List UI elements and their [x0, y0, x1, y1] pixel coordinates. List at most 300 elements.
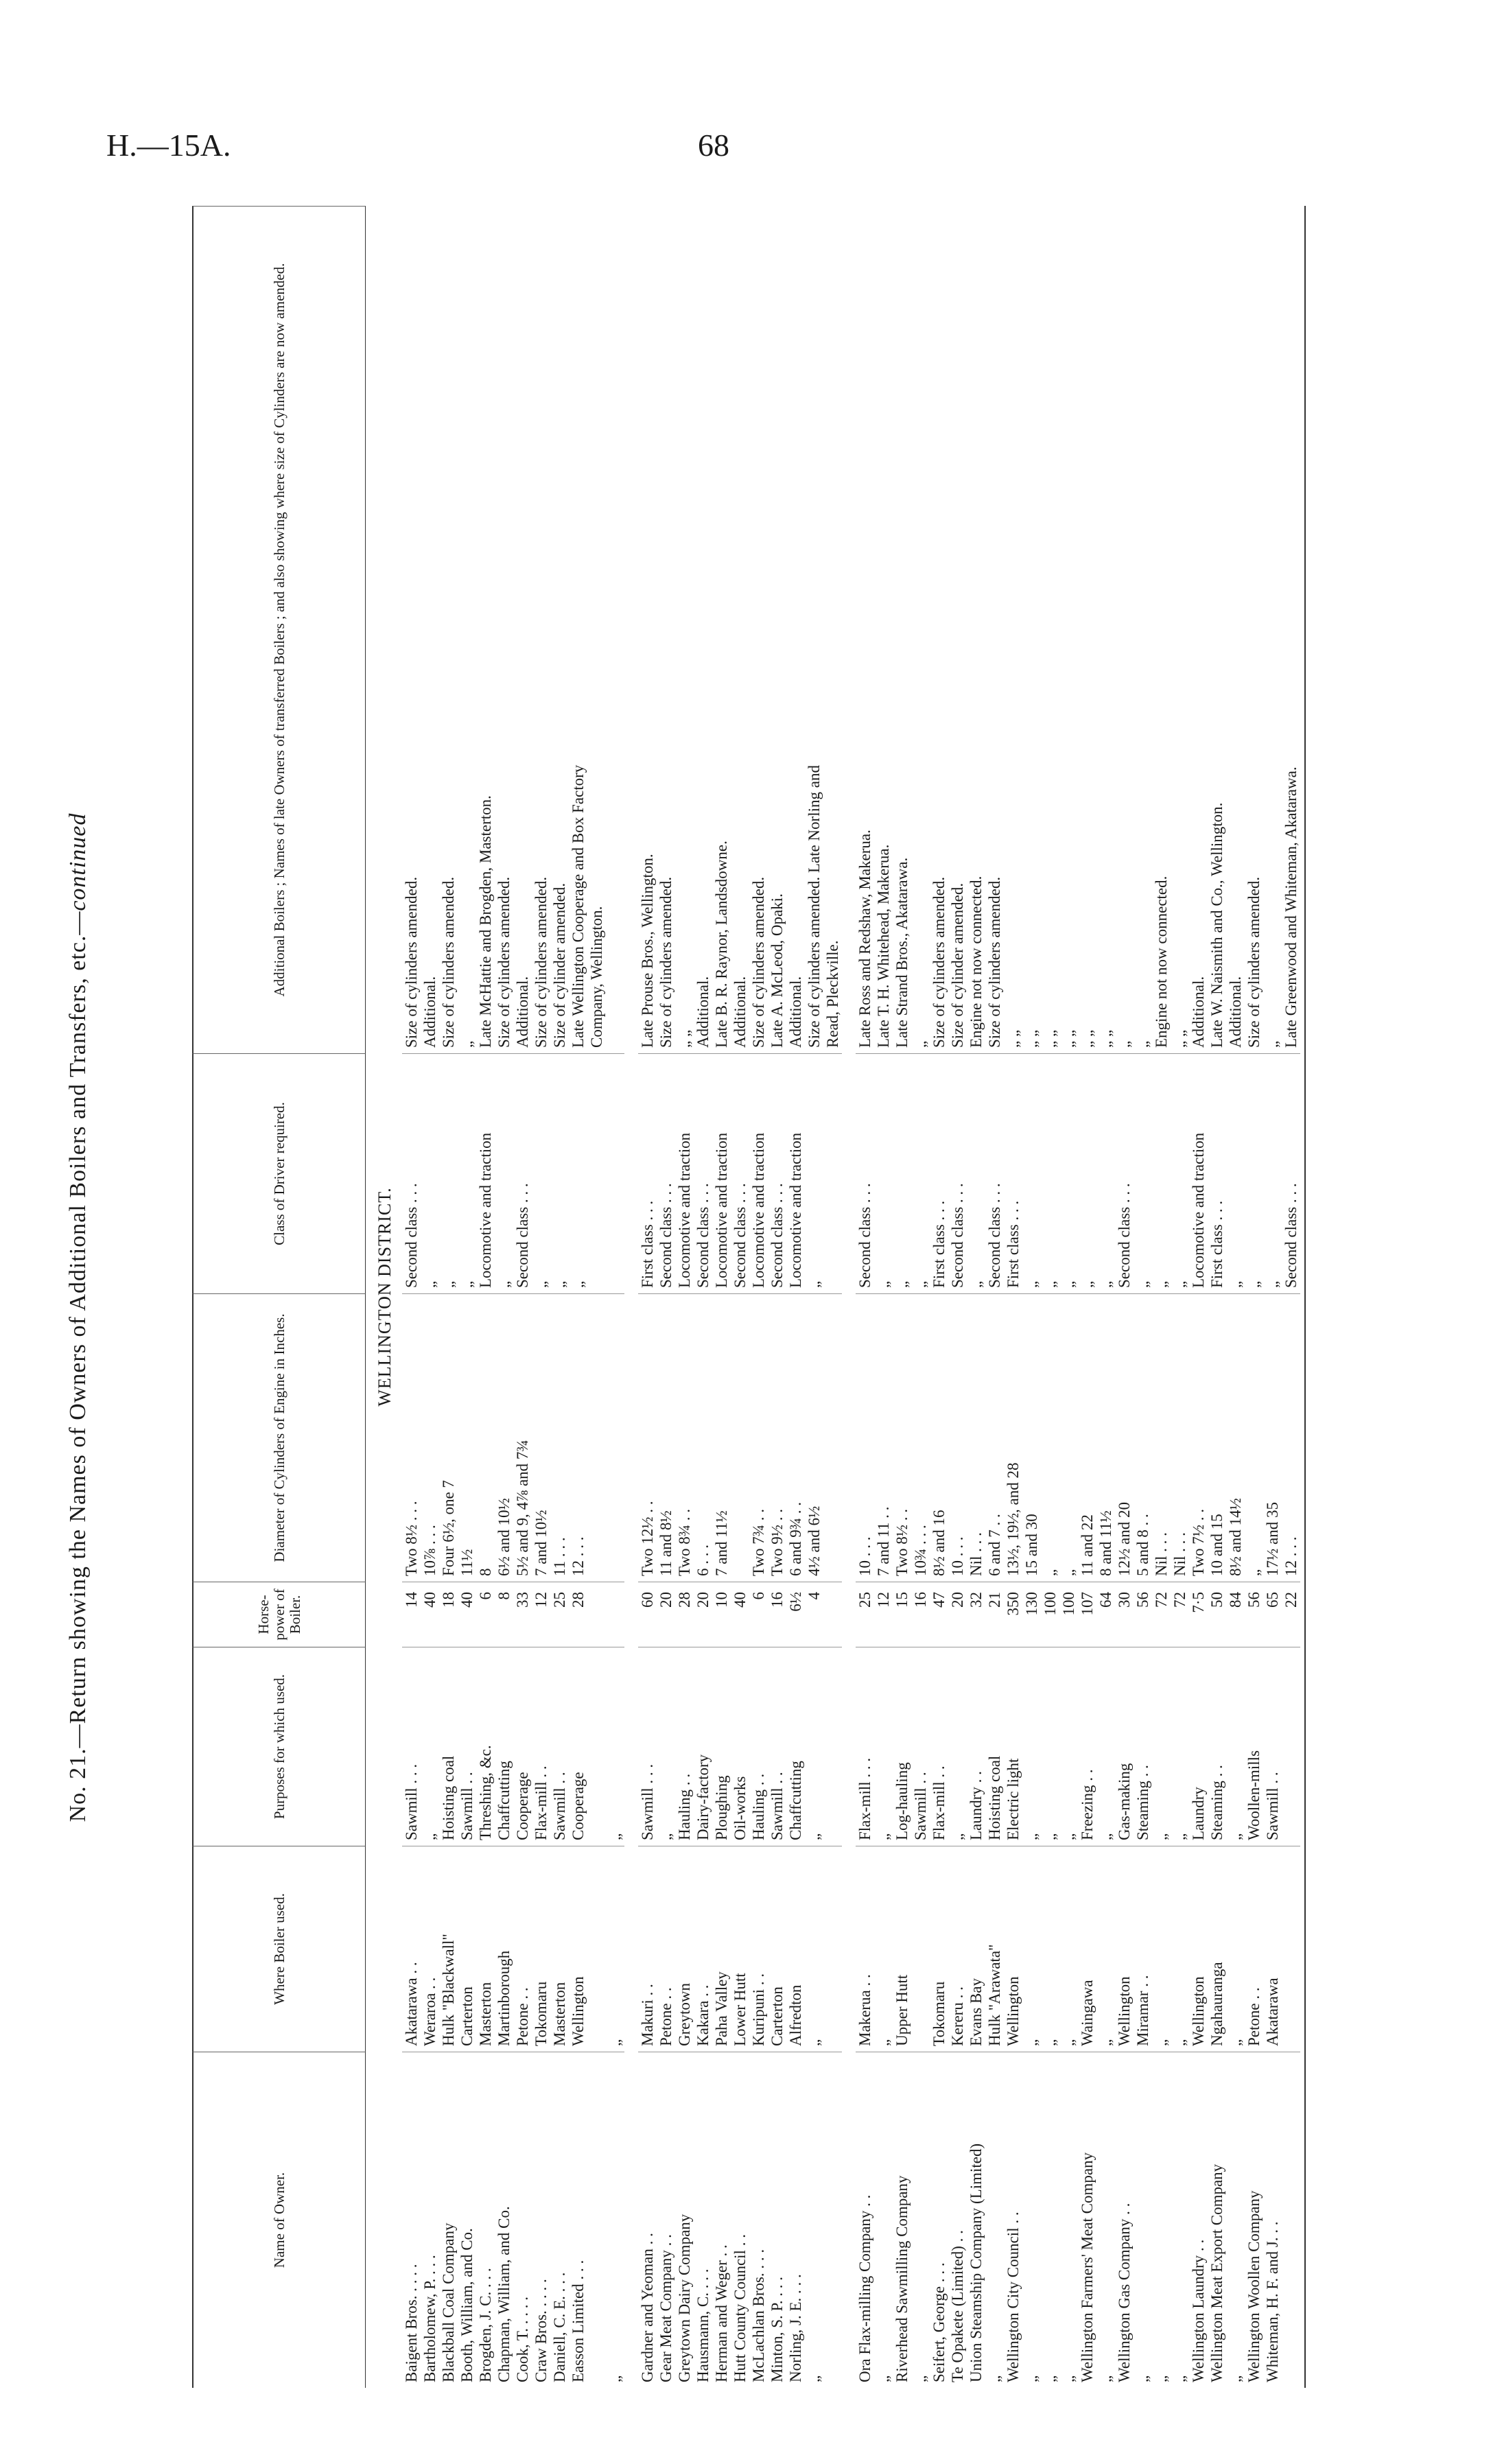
cell-horse-power: 20 — [948, 1582, 967, 1647]
cell-owner: Gear Meat Company . . — [657, 2052, 675, 2388]
cell-where: Martinborough — [495, 1846, 513, 2052]
cell-where: Tokomaru — [532, 1846, 550, 2052]
cell-cylinders: 12½ and 20 — [1115, 1293, 1134, 1582]
cell-purpose: Steaming . . — [1134, 1647, 1152, 1846]
cell-owner: McLachlan Bros. . . . — [749, 2052, 768, 2388]
cell-remarks — [606, 206, 624, 1053]
cell-where — [823, 1846, 842, 2052]
cell-horse-power: 20 — [657, 1582, 675, 1647]
cell-owner — [587, 2052, 606, 2388]
cell-driver: „ — [421, 1053, 439, 1293]
page-number: 68 — [698, 128, 729, 163]
cell-owner: Seifert, George . . . — [930, 2052, 948, 2388]
cell-where: Paha Valley — [712, 1846, 731, 2052]
cell-remarks: Late Greenwood and Whiteman, Akatarawa. — [1282, 766, 1300, 1048]
cell-driver: „ — [1096, 1053, 1115, 1293]
cell-remarks: Late Strand Bros., Akatarawa. — [893, 857, 911, 1048]
cell-remarks: Size of cylinder amended. — [949, 882, 966, 1048]
cell-horse-power: 28 — [569, 1582, 587, 1647]
cell-driver: „ — [1245, 1053, 1263, 1293]
cell-horse-power: 65 — [1263, 1582, 1282, 1647]
cell-driver: „ — [1263, 1053, 1282, 1293]
cell-where: Masterton — [476, 1846, 495, 2052]
cell-where: „ — [1226, 1846, 1245, 2052]
cell-purpose: Dairy-factory — [694, 1647, 712, 1846]
cell-where: „ — [1022, 1846, 1041, 2052]
cell-purpose: Sawmill . . — [1263, 1647, 1282, 1846]
cell-owner: Minton, S. P. . . . — [768, 2052, 786, 2388]
cell-purpose: „ — [1096, 1647, 1115, 1846]
cell-horse-power: 30 — [1115, 1582, 1134, 1647]
cell-owner: „ — [1096, 2052, 1115, 2388]
cell-driver: Second class . . . — [768, 1053, 786, 1293]
table-bottom-rule — [1300, 206, 1306, 2388]
cell-horse-power: 100 — [1041, 1582, 1059, 1647]
cell-driver: „ — [1059, 1053, 1078, 1293]
cell-driver: First class . . . — [638, 1053, 657, 1293]
cell-driver: „ — [1171, 1053, 1189, 1293]
cell-purpose: Log-hauling — [893, 1647, 911, 1846]
cell-horse-power: 107 — [1078, 1582, 1096, 1647]
cell-owner: „ — [1226, 2052, 1245, 2388]
cell-where: Ngahauranga — [1208, 1846, 1226, 2052]
cell-cylinders: 11 and 8½ — [657, 1293, 675, 1582]
cell-purpose: Cooperage — [569, 1647, 587, 1846]
cell-where: Makuri . . — [638, 1846, 657, 2052]
cell-owner: „ — [985, 2052, 1004, 2388]
cell-purpose: Gas-making — [1115, 1647, 1134, 1846]
cell-horse-power: 72 — [1152, 1582, 1171, 1647]
cell-horse-power: 14 — [402, 1582, 421, 1647]
header-remarks: Additional Boilers ; Names of late Owners of transferred Boilers ; and also showing where size of Cylinders are now amended. — [192, 206, 366, 1053]
cell-cylinders: 5½ and 9, 4⅞ and 7¾ — [513, 1293, 532, 1582]
title-block — [65, 261, 91, 2374]
cell-cylinders: 13½, 19½, and 28 — [1004, 1293, 1022, 1582]
cell-remarks: Late W. Naismith and Co., Wellington. — [1208, 802, 1225, 1048]
header-cylinders: Diameter of Cylinders of Engine in Inches. — [192, 1293, 366, 1582]
cell-where: Masterton — [550, 1846, 569, 2052]
cell-purpose: Chaffcutting — [786, 1647, 805, 1846]
cell-horse-power: 25 — [550, 1582, 569, 1647]
title-suffix: continued — [65, 812, 91, 911]
cell-horse-power: 60 — [638, 1582, 657, 1647]
cell-owner: Chapman, William, and Co. — [495, 2052, 513, 2388]
cell-owner: Whiteman, H. F. and J. . . — [1263, 2052, 1282, 2388]
cell-horse-power: 21 — [985, 1582, 1004, 1647]
cell-owner: „ — [1171, 2052, 1189, 2388]
cell-purpose: „ — [606, 1647, 624, 1846]
cell-purpose: „ — [948, 1647, 967, 1846]
cell-where: Petone . . — [513, 1846, 532, 2052]
cell-purpose: Laundry — [1189, 1647, 1208, 1846]
cell-horse-power: 6 — [476, 1582, 495, 1647]
page-header — [106, 127, 729, 168]
group-separator — [842, 206, 856, 2388]
cell-horse-power: 12 — [532, 1582, 550, 1647]
cell-remarks: Size of cylinders amended. — [750, 876, 767, 1048]
cell-driver: „ — [967, 1053, 985, 1293]
cell-horse-power: 72 — [1171, 1582, 1189, 1647]
cell-owner: „ — [911, 2052, 930, 2388]
cell-driver: „ — [911, 1053, 930, 1293]
cell-remarks: Size of cylinders amended. — [986, 876, 1003, 1048]
cell-remarks: Additional. — [1227, 976, 1244, 1048]
cell-cylinders: 6 . . . — [694, 1293, 712, 1582]
cell-where: Alfredton — [786, 1846, 805, 2052]
header-horse-power: Horse-power of Boiler. — [192, 1582, 366, 1647]
cell-where: Wellington — [1115, 1846, 1134, 2052]
cell-where: „ — [1171, 1846, 1189, 2052]
cell-cylinders: 8 — [476, 1293, 495, 1582]
cell-where — [1282, 1846, 1300, 2052]
cell-cylinders: 12 . . . — [569, 1293, 587, 1582]
cell-horse-power: 6 — [749, 1582, 768, 1647]
cell-horse-power: 4 — [805, 1582, 823, 1647]
cell-driver: „ — [1134, 1053, 1152, 1293]
cell-driver: Second class . . . — [1115, 1053, 1134, 1293]
cell-owner: Wellington Farmers' Meat Company — [1078, 2052, 1096, 2388]
cell-remarks: „ „ — [1171, 1029, 1188, 1048]
cell-purpose: Sawmill . . — [768, 1647, 786, 1846]
cell-horse-power: 56 — [1245, 1582, 1263, 1647]
cell-owner: „ — [606, 2052, 624, 2388]
cell-horse-power: 100 — [1059, 1582, 1078, 1647]
cell-where: „ — [606, 1846, 624, 2052]
header-where: Where Boiler used. — [192, 1846, 366, 2052]
cell-horse-power: 32 — [967, 1582, 985, 1647]
cell-cylinders: 10¾ . . . — [911, 1293, 930, 1582]
cell-cylinders: Four 6½, one 7 — [439, 1293, 458, 1582]
cell-owner: „ — [1134, 2052, 1152, 2388]
cell-purpose: Freezing . . — [1078, 1647, 1096, 1846]
cell-cylinders: Nil . . . — [1171, 1293, 1189, 1582]
cell-cylinders: Two 9½ . . — [768, 1293, 786, 1582]
cell-where: Hulk "Arawata" — [985, 1846, 1004, 2052]
cell-driver: „ — [1226, 1053, 1245, 1293]
cell-driver: Locomotive and traction — [476, 1053, 495, 1293]
cell-cylinders: 10 . . . — [856, 1293, 874, 1582]
cell-cylinders: „ — [1041, 1293, 1059, 1582]
cell-remarks: „ „ — [1060, 1029, 1077, 1048]
cell-purpose: „ — [421, 1647, 439, 1846]
cell-owner: „ — [874, 2052, 893, 2388]
cell-cylinders: 6½ and 10½ — [495, 1293, 513, 1582]
cell-purpose: „ — [1171, 1647, 1189, 1846]
cell-horse-power: 28 — [675, 1582, 694, 1647]
header-owner: Name of Owner. — [192, 2052, 366, 2388]
cell-remarks: Late T. H. Whitehead, Makerua. — [875, 844, 892, 1048]
cell-remarks: Size of cylinders amended. — [532, 876, 550, 1048]
cell-owner: „ — [1152, 2052, 1171, 2388]
cell-purpose: „ — [1226, 1647, 1245, 1846]
cell-horse-power: 8 — [495, 1582, 513, 1647]
district-heading: WELLINGTON DISTRICT. — [375, 1187, 395, 1407]
cell-where: „ — [1059, 1846, 1078, 2052]
cell-purpose: Laundry . . — [967, 1647, 985, 1846]
cell-driver: Second class . . . — [731, 1053, 749, 1293]
cell-cylinders: 17½ and 35 — [1263, 1293, 1282, 1582]
cell-driver: „ — [532, 1053, 550, 1293]
cell-purpose: Hauling . . — [675, 1647, 694, 1846]
cell-driver: Locomotive and traction — [749, 1053, 768, 1293]
cell-purpose: Sawmill . . . — [402, 1647, 421, 1846]
cell-owner: Wellington Laundry . . — [1189, 2052, 1208, 2388]
cell-remarks: Additional. — [731, 976, 749, 1048]
title-main: No. 21.—Return showing the Names of Owners of Additional Boilers and Transfers, etc.— — [65, 911, 91, 1822]
cell-where: „ — [874, 1846, 893, 2052]
cell-where: „ — [805, 1846, 823, 2052]
cell-purpose: Sawmill . . — [911, 1647, 930, 1846]
cell-driver — [606, 1053, 624, 1293]
cell-cylinders: 10⅞ . . . — [421, 1293, 439, 1582]
cell-remarks: Late McHattie and Brogden, Masterton. — [477, 795, 494, 1048]
cell-cylinders: 11½ — [458, 1293, 476, 1582]
cell-horse-power: 130 — [1022, 1582, 1041, 1647]
cell-driver: Second class . . . — [513, 1053, 532, 1293]
cell-where: Akatarawa — [1263, 1846, 1282, 2052]
cell-where: „ — [1041, 1846, 1059, 2052]
cell-cylinders: 12 . . . — [1282, 1293, 1300, 1582]
cell-cylinders: 6 and 7 . . — [985, 1293, 1004, 1582]
cell-remarks: „ — [1264, 1040, 1281, 1048]
cell-remarks: „ — [912, 1040, 929, 1048]
cell-cylinders: Two 8¾ . . — [675, 1293, 694, 1582]
cell-where: „ — [1096, 1846, 1115, 2052]
cell-owner: Union Steamship Company (Limited) — [967, 2052, 985, 2388]
cell-owner: Daniell, C. E. . . . — [550, 2052, 569, 2388]
cell-where: Carterton — [458, 1846, 476, 2052]
cell-driver: „ — [495, 1053, 513, 1293]
cell-horse-power: 50 — [1208, 1582, 1226, 1647]
cell-driver — [823, 1053, 842, 1293]
table-grid — [192, 206, 1306, 2388]
cell-cylinders: 8½ and 14½ — [1226, 1293, 1245, 1582]
cell-remarks: Additional. — [514, 976, 531, 1048]
cell-cylinders: 7 and 10½ — [532, 1293, 550, 1582]
cell-owner: Bartholomew, P. . . . — [421, 2052, 439, 2388]
cell-owner: Herman and Weger . . — [712, 2052, 731, 2388]
cell-owner: „ — [1022, 2052, 1041, 2388]
cell-remarks: Size of cylinder amended. — [551, 882, 568, 1048]
cell-where: Waingawa — [1078, 1846, 1096, 2052]
cell-owner: Cook, T. . . . . — [513, 2052, 532, 2388]
cell-cylinders: Nil . . . — [967, 1293, 985, 1582]
cell-where: Kuripuni . . — [749, 1846, 768, 2052]
cell-driver: Second class . . . — [985, 1053, 1004, 1293]
cell-cylinders: Two 7½ . . — [1189, 1293, 1208, 1582]
cell-remarks: Engine not now connected. — [967, 876, 985, 1048]
cell-remarks: Additional. — [1190, 976, 1207, 1048]
cell-owner: Gardner and Yeoman . . — [638, 2052, 657, 2388]
cell-remarks: „ „ — [1023, 1029, 1040, 1048]
cell-purpose: „ — [657, 1647, 675, 1846]
cell-where: Carterton — [768, 1846, 786, 2052]
cell-cylinders: 8½ and 16 — [930, 1293, 948, 1582]
cell-cylinders: 11 and 22 — [1078, 1293, 1096, 1582]
cell-cylinders: „ — [1245, 1293, 1263, 1582]
cell-where: Akatarawa . . — [402, 1846, 421, 2052]
cell-remarks: Read, Pleckville. — [824, 940, 841, 1048]
cell-cylinders: 4½ and 6½ — [805, 1293, 823, 1582]
cell-driver: „ — [893, 1053, 911, 1293]
cell-owner: Craw Bros. . . . . — [532, 2052, 550, 2388]
cell-driver: „ — [805, 1053, 823, 1293]
cell-where: Wellington — [569, 1846, 587, 2052]
cell-driver: „ — [439, 1053, 458, 1293]
cell-owner: Wellington Gas Company . . — [1115, 2052, 1134, 2388]
cell-remarks: „ „ — [1042, 1029, 1059, 1048]
cell-driver: Second class . . . — [856, 1053, 874, 1293]
cell-horse-power: 15 — [893, 1582, 911, 1647]
header-purpose: Purposes for which used. — [192, 1647, 366, 1846]
cell-cylinders: 10 . . . — [948, 1293, 967, 1582]
cell-owner: Booth, William, and Co. — [458, 2052, 476, 2388]
cell-driver: „ — [1078, 1053, 1096, 1293]
cell-owner: Wellington Woollen Company — [1245, 2052, 1263, 2388]
cell-purpose: Chaffcutting — [495, 1647, 513, 1846]
cell-where: Weraroa . . — [421, 1846, 439, 2052]
cell-remarks: Additional. — [787, 976, 804, 1048]
cell-horse-power: 22 — [1282, 1582, 1300, 1647]
cell-purpose: Flax-mill . . . — [856, 1647, 874, 1846]
cell-where: Evans Bay — [967, 1846, 985, 2052]
cell-owner: Ora Flax-milling Company . . — [856, 2052, 874, 2388]
cell-horse-power: 33 — [513, 1582, 532, 1647]
cell-cylinders: 6 and 9¾ . . — [786, 1293, 805, 1582]
cell-purpose: Electric light — [1004, 1647, 1022, 1846]
cell-horse-power: 84 — [1226, 1582, 1245, 1647]
cell-owner: Easson Limited . . . — [569, 2052, 587, 2388]
cell-purpose: „ — [1041, 1647, 1059, 1846]
cell-horse-power: 16 — [911, 1582, 930, 1647]
cell-purpose: „ — [805, 1647, 823, 1846]
document-reference: H.—15A. — [106, 128, 231, 163]
cell-remarks: Additional. — [421, 976, 438, 1048]
cell-remarks: „ „ — [676, 1029, 693, 1048]
cell-purpose: Sawmill . . . — [638, 1647, 657, 1846]
group-separator — [624, 206, 638, 2388]
cell-remarks: „ — [458, 1040, 476, 1048]
cell-remarks: Size of cylinders amended. — [403, 876, 420, 1048]
cell-driver: Second class . . . — [694, 1053, 712, 1293]
cell-remarks: „ „ — [1097, 1029, 1114, 1048]
cell-owner: „ — [1059, 2052, 1078, 2388]
cell-horse-power: 40 — [458, 1582, 476, 1647]
cell-where: Kereru . . — [948, 1846, 967, 2052]
cell-purpose: Hoisting coal — [985, 1647, 1004, 1846]
cell-horse-power: 16 — [768, 1582, 786, 1647]
cell-owner: Brogden, J. C. . . . — [476, 2052, 495, 2388]
cell-where: Miramar . . — [1134, 1846, 1152, 2052]
cell-driver: „ — [1041, 1053, 1059, 1293]
cell-driver: Second class . . . — [1282, 1053, 1300, 1293]
cell-driver: Second class . . . — [402, 1053, 421, 1293]
cell-cylinders: Two 8½ . . — [893, 1293, 911, 1582]
cell-purpose: Hauling . . — [749, 1647, 768, 1846]
cell-horse-power: 40 — [421, 1582, 439, 1647]
cell-horse-power — [606, 1582, 624, 1647]
cell-driver: „ — [569, 1053, 587, 1293]
cell-cylinders — [606, 1293, 624, 1582]
cell-purpose: Oil-works — [731, 1647, 749, 1846]
cell-purpose: Sawmill . . — [458, 1647, 476, 1846]
cell-purpose: Cooperage — [513, 1647, 532, 1846]
cell-driver: Locomotive and traction — [712, 1053, 731, 1293]
cell-remarks: Late B. R. Raynor, Landsdowne. — [713, 841, 730, 1048]
cell-remarks: Size of cylinders amended. — [495, 876, 513, 1048]
cell-cylinders: 8 and 11½ — [1096, 1293, 1115, 1582]
cell-where: Upper Hutt — [893, 1846, 911, 2052]
cell-cylinders — [823, 1293, 842, 1582]
cell-horse-power: 56 — [1134, 1582, 1152, 1647]
cell-purpose — [823, 1647, 842, 1846]
cell-owner: Greytown Dairy Company — [675, 2052, 694, 2388]
cell-cylinders — [731, 1293, 749, 1582]
cell-where: Petone . . — [1245, 1846, 1263, 2052]
cell-purpose: Flax-mill . . — [532, 1647, 550, 1846]
cell-driver: Second class . . . — [657, 1053, 675, 1293]
cell-remarks: „ „ — [1005, 1029, 1022, 1048]
cell-owner: Wellington Meat Export Company — [1208, 2052, 1226, 2388]
cell-cylinders: Two 12½ . . — [638, 1293, 657, 1582]
cell-purpose: Sawmill . . — [550, 1647, 569, 1846]
cell-cylinders: 11 . . . — [550, 1293, 569, 1582]
cell-cylinders: 10 and 15 — [1208, 1293, 1226, 1582]
cell-owner: Hausmann, C. . . . — [694, 2052, 712, 2388]
cell-purpose: „ — [1152, 1647, 1171, 1846]
cell-purpose — [587, 1647, 606, 1846]
cell-purpose: „ — [1022, 1647, 1041, 1846]
cell-remarks: Late Ross and Redshaw, Makerua. — [856, 830, 873, 1048]
cell-owner — [1282, 2052, 1300, 2388]
cell-where: „ — [1152, 1846, 1171, 2052]
cell-remarks: Size of cylinders amended. — [657, 876, 674, 1048]
cell-cylinders: „ — [1059, 1293, 1078, 1582]
cell-remarks: Late A. McLeod, Opaki. — [768, 893, 786, 1048]
cell-driver: First class . . . — [930, 1053, 948, 1293]
cell-horse-power: 25 — [856, 1582, 874, 1647]
cell-cylinders: 7 and 11 . . — [874, 1293, 893, 1582]
cell-driver: „ — [1022, 1053, 1041, 1293]
cell-remarks: Size of cylinders amended. — [1245, 876, 1263, 1048]
cell-driver: „ — [550, 1053, 569, 1293]
cell-remarks: Company, Wellington. — [588, 906, 605, 1048]
document-title — [65, 261, 91, 2374]
cell-purpose: Steaming . . — [1208, 1647, 1226, 1846]
cell-driver: „ — [874, 1053, 893, 1293]
cell-purpose: Threshing, &c. — [476, 1647, 495, 1846]
cell-where: Kakara . . — [694, 1846, 712, 2052]
cell-remarks: Engine not now connected. — [1153, 876, 1170, 1048]
cell-remarks: „ — [1116, 1040, 1133, 1048]
cell-horse-power: 40 — [731, 1582, 749, 1647]
cell-driver: Locomotive and traction — [675, 1053, 694, 1293]
cell-horse-power: 20 — [694, 1582, 712, 1647]
cell-driver: First class . . . — [1004, 1053, 1022, 1293]
cell-owner: Riverhead Sawmilling Company — [893, 2052, 911, 2388]
cell-purpose: Flax-mill . . — [930, 1647, 948, 1846]
cell-horse-power: 64 — [1096, 1582, 1115, 1647]
cell-horse-power: 18 — [439, 1582, 458, 1647]
cell-owner — [823, 2052, 842, 2388]
cell-remarks: Additional. — [694, 976, 712, 1048]
cell-where: Hulk "Blackwall" — [439, 1846, 458, 2052]
header-driver: Class of Driver required. — [192, 1053, 366, 1293]
cell-owner: „ — [1041, 2052, 1059, 2388]
cell-driver: „ — [1152, 1053, 1171, 1293]
cell-driver: Locomotive and traction — [786, 1053, 805, 1293]
cell-horse-power: 47 — [930, 1582, 948, 1647]
